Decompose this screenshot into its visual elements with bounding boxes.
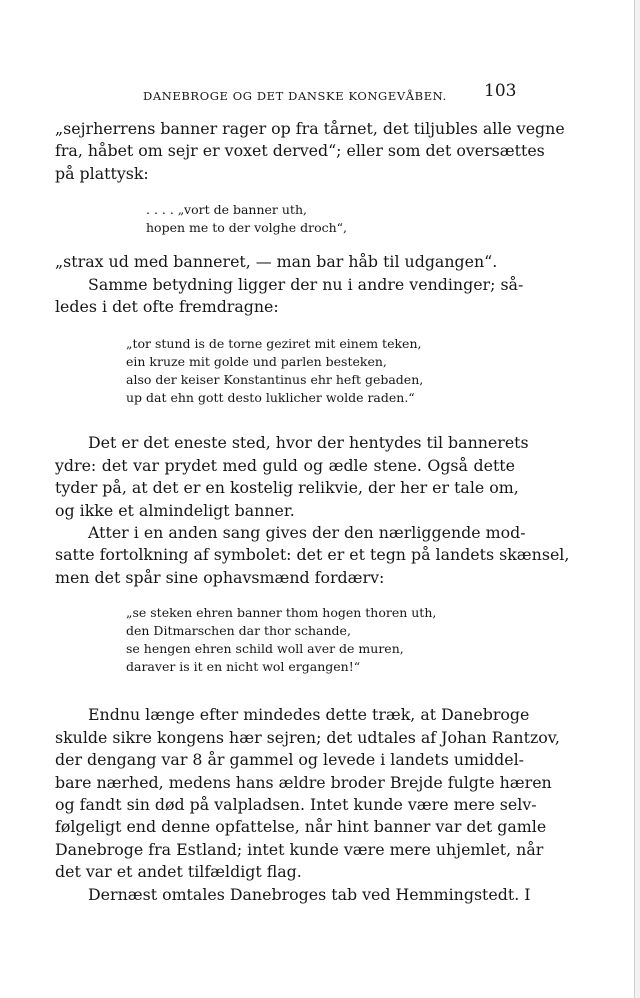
text-line: bare nærhed, medens hans ældre broder Brejde fulgte hæren xyxy=(55,772,552,792)
text-line: satte fortolkning af symbolet: det er et tegn på landets skænsel, xyxy=(55,545,570,565)
verse-quote-2 xyxy=(126,335,515,407)
text-line: Dernæst omtales Danebroges tab ved Hemmingstedt. I xyxy=(88,884,531,904)
text-line: der dengang var 8 år gammel og levede i landets umiddel- xyxy=(55,750,525,770)
verse-quote-1 xyxy=(146,201,515,237)
paragraph-3 xyxy=(55,274,524,319)
text-line: ledes i det ofte fremdragne: xyxy=(55,297,279,317)
text-line: følgeligt end denne opfattelse, når hint banner var det gamle xyxy=(55,817,547,837)
text-line: men det spår sine ophavsmænd fordærv: xyxy=(55,567,385,587)
text-line: det var et andet tilfældigt flag. xyxy=(55,862,302,882)
text-line: „strax ud med banneret, — man bar håb til udgangen“. xyxy=(55,252,498,272)
verse-line: up dat ehn gott desto luklicher wolde raden.“ xyxy=(126,390,415,406)
page-header xyxy=(0,81,640,106)
verse-quote-3 xyxy=(126,604,515,676)
paragraph-1 xyxy=(55,118,565,185)
text-line: fra, håbet om sejr er voxet derved“; eller som det oversættes xyxy=(55,141,545,161)
verse-line: hopen me to der volghe droch“, xyxy=(146,220,348,236)
text-line: og ikke et almindeligt banner. xyxy=(55,500,295,520)
verse-line: den Ditmarschen dar thor schande, xyxy=(126,623,351,639)
verse-line: se hengen ehren schild woll aver de muren, xyxy=(126,641,404,657)
text-line: skulde sikre kongens hær sejren; det udtales af Johan Rantzov, xyxy=(55,727,560,747)
running-title: DANEBROGE OG DET DANSKE KONGEVÅBEN. xyxy=(143,89,447,103)
text-line: tyder på, at det er en kostelig relikvie, der her er tale om, xyxy=(55,478,519,498)
paragraph-4 xyxy=(55,432,529,522)
text-line: Samme betydning ligger der nu i andre vendinger; så- xyxy=(88,274,524,294)
paragraph-5 xyxy=(55,522,570,589)
text-line: Endnu længe efter mindedes dette træk, at Danebroge xyxy=(88,705,530,725)
verse-line: also der keiser Konstantinus ehr heft gebaden, xyxy=(126,372,424,388)
page-body xyxy=(55,118,570,906)
verse-line: . . . . „vort de banner uth, xyxy=(146,202,307,218)
paragraph-7 xyxy=(55,884,531,906)
scan-edge xyxy=(634,0,640,998)
verse-line: ein kruze mit golde und parlen besteken, xyxy=(126,354,387,370)
verse-line: daraver is it en nicht wol ergangen!“ xyxy=(126,659,361,675)
text-line: og fandt sin død på valpladsen. Intet kunde være mere selv- xyxy=(55,794,537,814)
verse-line: „tor stund is de torne geziret mit einem teken, xyxy=(126,336,422,352)
paragraph-6 xyxy=(55,704,560,883)
text-line: „sejrherrens banner rager op fra tårnet, det tiljubles alle vegne xyxy=(55,119,565,138)
text-line: Det er det eneste sted, hvor der hentydes til bannerets xyxy=(88,433,529,453)
text-line: på plattysk: xyxy=(55,163,149,183)
text-line: ydre: det var prydet med guld og ædle stene. Også dette xyxy=(55,455,515,475)
text-line: Danebroge fra Estland; intet kunde være mere uhjemlet, når xyxy=(55,839,544,859)
verse-line: „se steken ehren banner thom hogen thoren uth, xyxy=(126,605,437,621)
paragraph-2 xyxy=(55,251,515,273)
text-line: Atter i en anden sang gives der den nærliggende mod- xyxy=(88,523,526,543)
page-number: 103 xyxy=(484,81,517,101)
